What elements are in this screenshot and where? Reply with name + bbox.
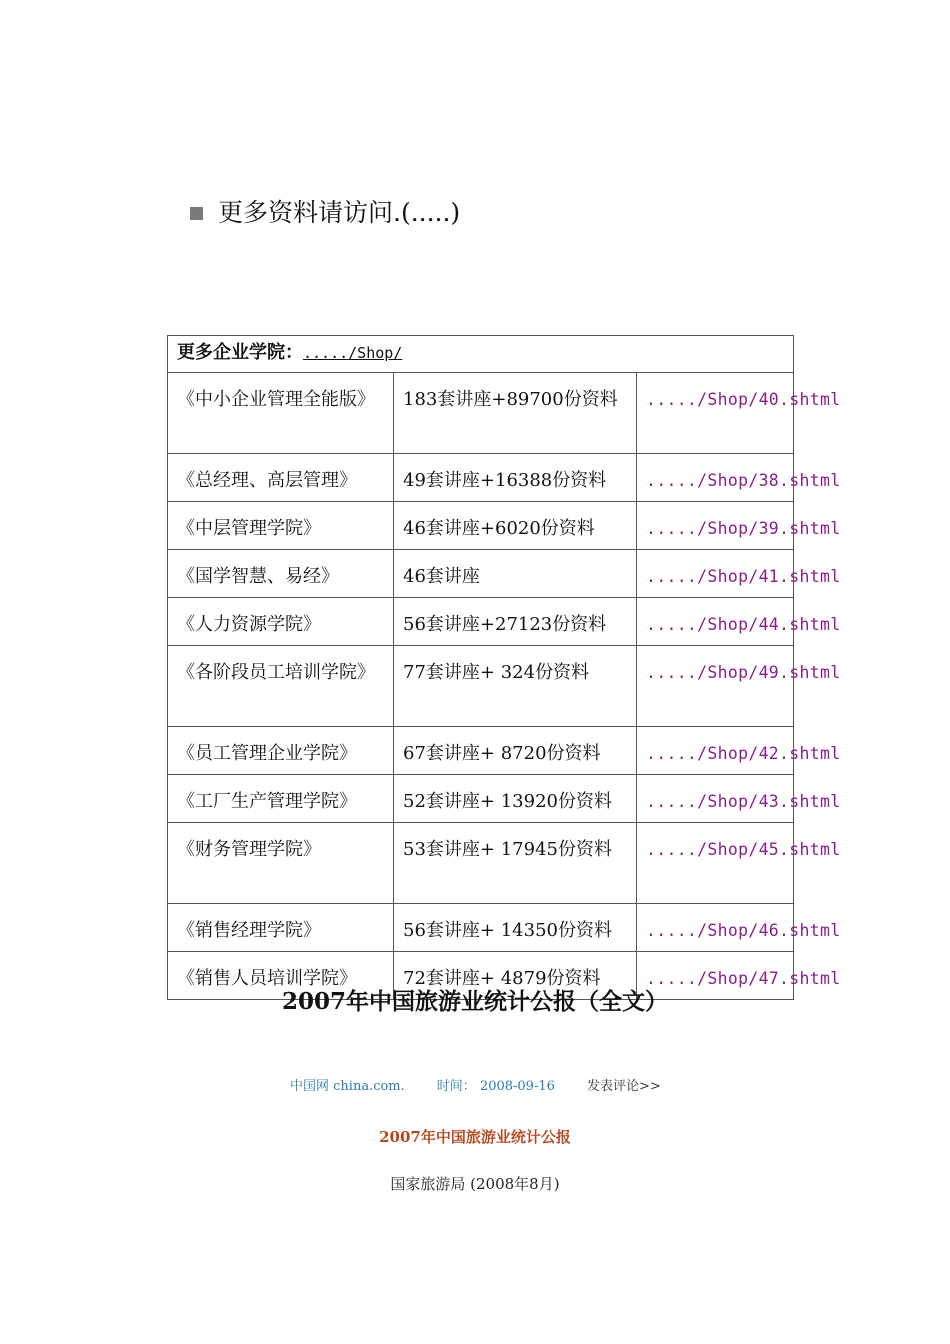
course-name: 《销售经理学院》: [168, 904, 394, 952]
course-content: 46套讲座: [394, 550, 637, 598]
course-name: 《总经理、高层管理》: [168, 454, 394, 502]
course-content: 49套讲座+16388份资料: [394, 454, 637, 502]
course-name: 《人力资源学院》: [168, 598, 394, 646]
course-name: 《销售人员培训学院》: [168, 952, 394, 1000]
course-content: 56套讲座+ 14350份资料: [394, 904, 637, 952]
course-link[interactable]: ...../Shop/44.shtml: [646, 615, 841, 634]
course-content: 53套讲座+ 17945份资料: [394, 823, 637, 904]
course-name: 《财务管理学院》: [168, 823, 394, 904]
course-content: 52套讲座+ 13920份资料: [394, 775, 637, 823]
table-row: [168, 502, 794, 550]
course-name: 《中小企业管理全能版》: [168, 373, 394, 454]
table-header-row: [168, 336, 794, 373]
table-row: [168, 775, 794, 823]
intro-text: 更多资料请访问.(.....): [218, 198, 461, 227]
table-row: [168, 550, 794, 598]
article-title: 2007年中国旅游业统计公报（全文）: [281, 988, 668, 1015]
course-link[interactable]: ...../Shop/40.shtml: [646, 390, 841, 409]
table-header-cell: [168, 336, 794, 373]
intro-line: [190, 196, 460, 230]
table-row: [168, 823, 794, 904]
time-label: 时间：: [436, 1079, 476, 1094]
course-link[interactable]: ...../Shop/42.shtml: [646, 744, 841, 763]
article-source[interactable]: 中国网 china.com.: [290, 1079, 405, 1094]
course-link[interactable]: ...../Shop/46.shtml: [646, 921, 841, 940]
course-content: 183套讲座+89700份资料: [394, 373, 637, 454]
course-name: 《中层管理学院》: [168, 502, 394, 550]
course-name: 《国学智慧、易经》: [168, 550, 394, 598]
course-link[interactable]: ...../Shop/38.shtml: [646, 471, 841, 490]
course-link[interactable]: ...../Shop/39.shtml: [646, 519, 841, 538]
comment-link[interactable]: 发表评论>>: [587, 1079, 661, 1094]
courses-table: [167, 335, 841, 1000]
square-bullet-icon: [190, 207, 203, 220]
course-content: 46套讲座+6020份资料: [394, 502, 637, 550]
course-content: 77套讲座+ 324份资料: [394, 646, 637, 727]
course-link[interactable]: ...../Shop/45.shtml: [646, 840, 841, 859]
course-name: 《员工管理企业学院》: [168, 727, 394, 775]
course-link[interactable]: ...../Shop/43.shtml: [646, 792, 841, 811]
table-row: [168, 598, 794, 646]
course-content: 67套讲座+ 8720份资料: [394, 727, 637, 775]
table-row: [168, 904, 794, 952]
course-link[interactable]: ...../Shop/49.shtml: [646, 663, 841, 682]
course-name: 《工厂生产管理学院》: [168, 775, 394, 823]
table-row: [168, 454, 794, 502]
course-link[interactable]: ...../Shop/41.shtml: [646, 567, 841, 586]
article-author: 国家旅游局 (2008年8月): [390, 1175, 560, 1193]
course-name: 《各阶段员工培训学院》: [168, 646, 394, 727]
time-value: 2008-09-16: [479, 1079, 555, 1094]
table-row: [168, 727, 794, 775]
article-subtitle: 2007年中国旅游业统计公报: [379, 1128, 571, 1146]
article-meta: [290, 1075, 661, 1094]
course-link[interactable]: ...../Shop/47.shtml: [646, 969, 841, 988]
course-content: 56套讲座+27123份资料: [394, 598, 637, 646]
table-row: [168, 646, 794, 727]
course-content: 72套讲座+ 4879份资料: [394, 952, 637, 1000]
shop-link[interactable]: ...../Shop/: [303, 344, 403, 362]
table-header-label: 更多企业学院：: [177, 342, 303, 363]
table-row: [168, 373, 794, 454]
